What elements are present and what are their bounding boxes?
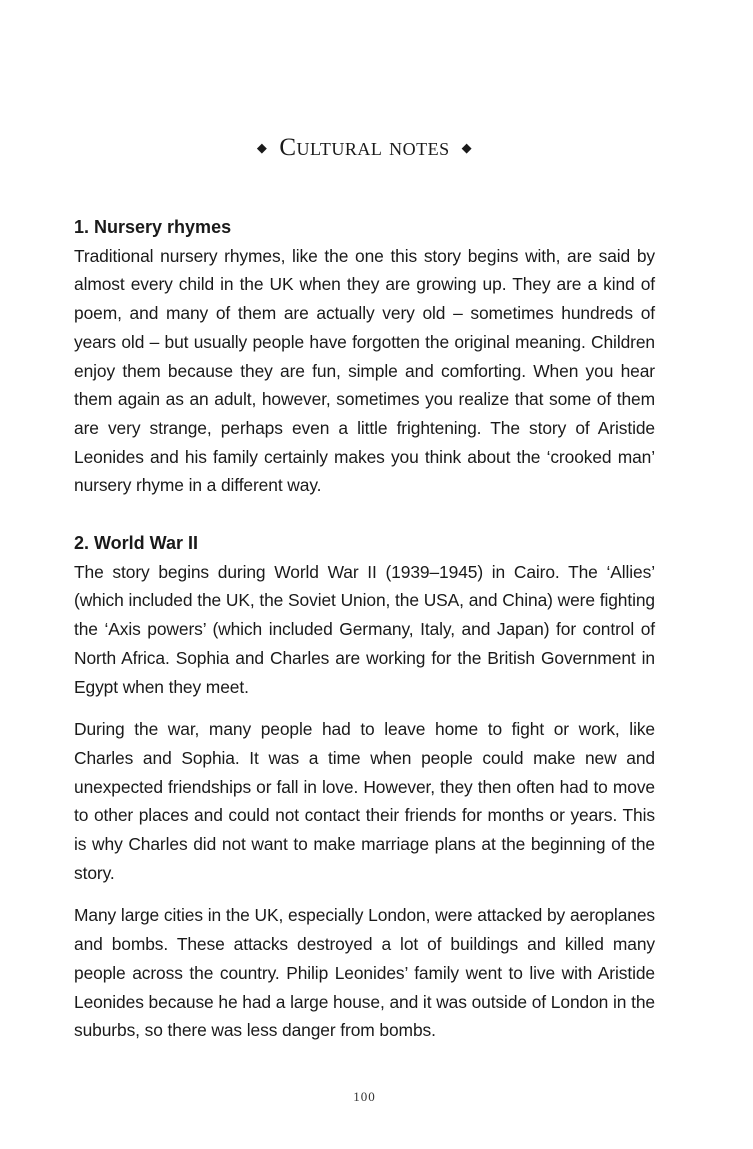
chapter-title (74, 134, 655, 162)
section-heading: 1. Nursery rhymes (74, 217, 232, 237)
paragraph: Many large cities in the UK, especially London, were attacked by aeroplanes and bombs. These attacks destroyed a lot of buildings and killed many people across the country. Philip Leonides’ family went to live with Aristide Leonides because he had a large house, and it was outside of London in the suburbs, so there was less danger from bombs. (74, 905, 655, 1041)
book-page (74, 0, 655, 1149)
page-number: 100 (353, 1089, 376, 1104)
section-nursery-rhymes (74, 213, 655, 500)
chapter-title-text: Cultural notes (279, 134, 450, 161)
paragraph: Traditional nursery rhymes, like the one this story begins with, are said by almost every child in the UK when they are growing up. They are a kind of poem, and many of them are actually very old – sometimes hundreds of years old – but usually people have forgotten the original meaning. Children enjoy them because they are fun, simple and comforting. When you hear them again as an adult, however, sometimes you realize that some of them are very strange, perhaps even a little frightening. The story of Aristide Leonides and his family certainly makes you think about the ‘crooked man’ nursery rhyme in a different way. (74, 245, 655, 496)
diamond-ornament-icon: ◆ (461, 140, 473, 155)
paragraph: During the war, many people had to leave home to fight or work, like Charles and Sophia. It was a time when people could make new and unexpected friendships or fall in love. However, they then often had to move to other places and could not contact their friends for months or years. This is why Charles did not want to make marriage plans at the beginning of the story. (74, 719, 655, 883)
section-world-war-ii (74, 529, 655, 1045)
page-content (74, 213, 655, 1045)
paragraph: The story begins during World War II (1939–1945) in Cairo. The ‘Allies’ (which included the UK, the Soviet Union, the USA, and China) were fighting the ‘Axis powers’ (which included Germany, Italy, and Japan) for control of North Africa. Sophia and Charles are working for the British Government in Egypt when they meet. (74, 561, 655, 697)
diamond-ornament-icon: ◆ (256, 140, 268, 155)
section-heading: 2. World War II (74, 533, 199, 554)
